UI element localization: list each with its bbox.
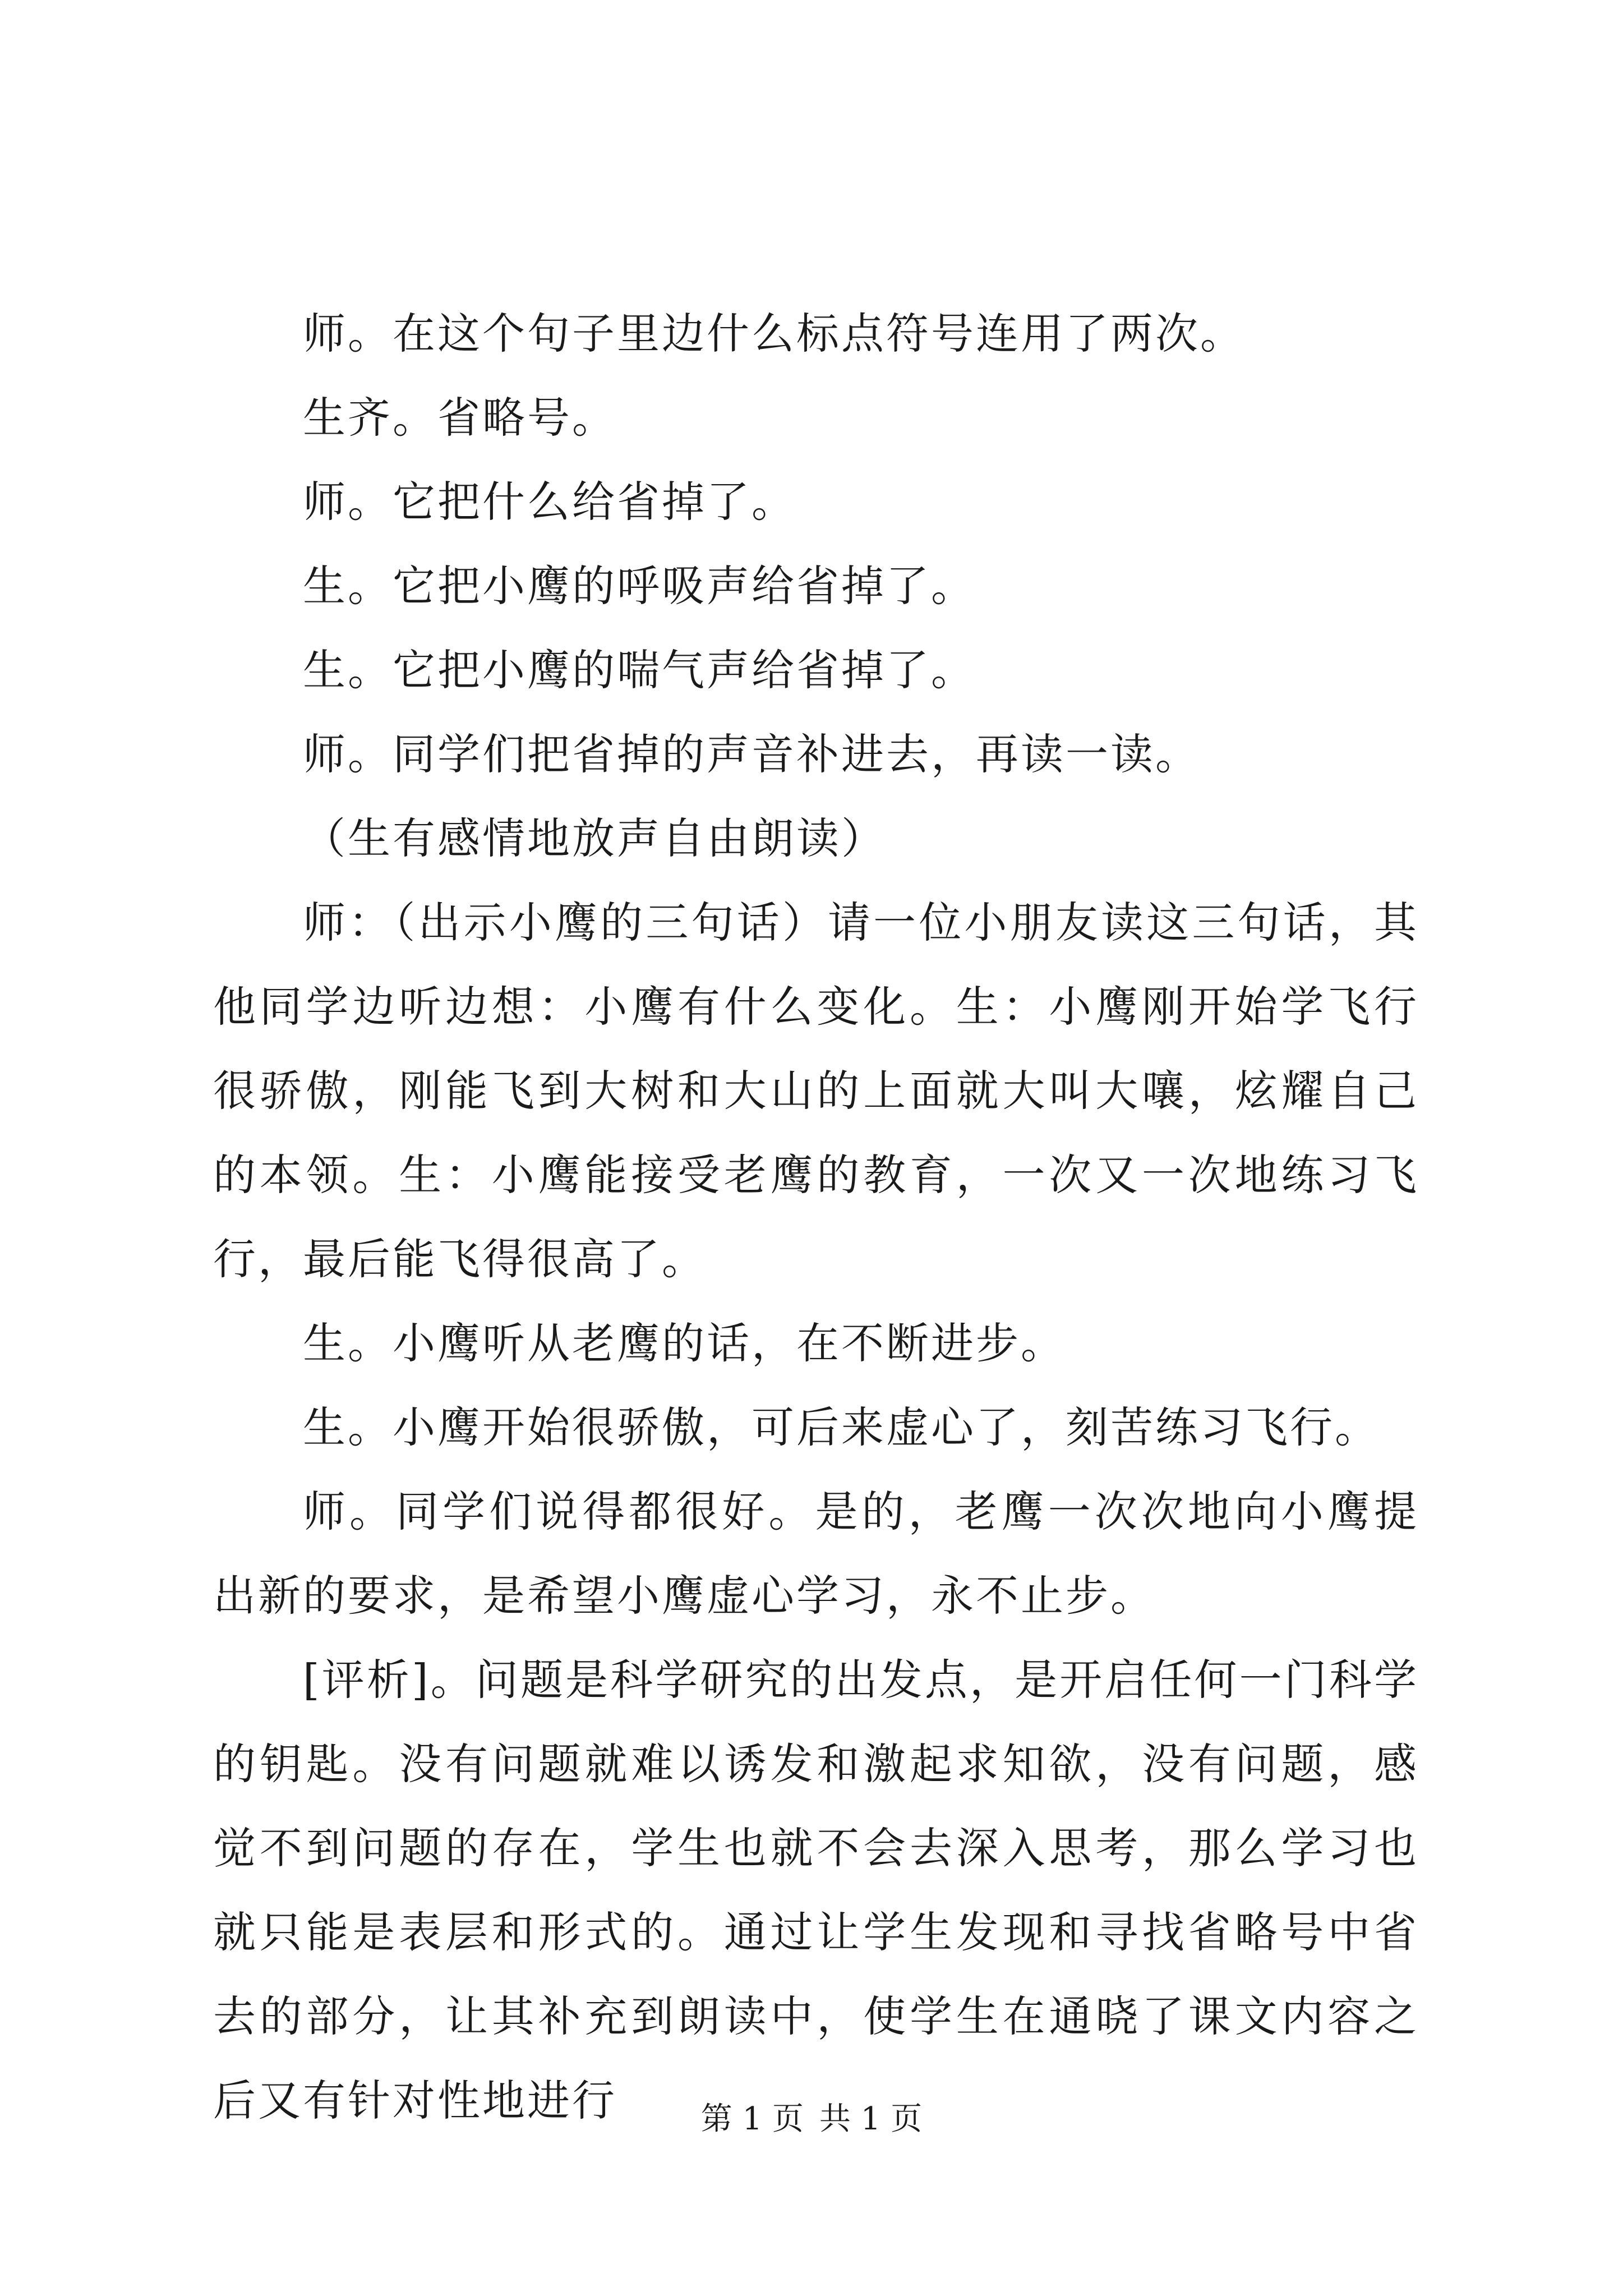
page-number: 第 1 页 xyxy=(700,2101,804,2137)
paragraph: 生。小鹰听从老鹰的话，在不断进步。 xyxy=(303,1318,1066,1368)
paragraph: 生齐。省略号。 xyxy=(303,393,617,443)
page-footer xyxy=(0,2097,1623,2142)
paragraph: 生。它把小鹰的喘气声给省掉了。 xyxy=(303,645,976,695)
paragraph: （生有感情地放声自由朗读） xyxy=(303,813,886,863)
paragraph: 师。在这个句子里边什么标点符号连用了两次。 xyxy=(303,309,1245,358)
paragraph: 师。同学们把省掉的声音补进去，再读一读。 xyxy=(303,729,1200,779)
page-total: 共 1 页 xyxy=(819,2101,923,2137)
paragraph: 师。它把什么给省掉了。 xyxy=(303,477,796,527)
paragraph: 师：（出示小鹰的三句话）请一位小朋友读这三句话，其他同学边听边想：小鹰有什么变化。生：小鹰刚开始学飞行很骄傲，刚能飞到大树和大山的上面就大叫大嚷，炫耀自己的本领。生：小鹰能接受老鹰的教育，一次又一次地练习飞行，最后能飞得很高了。 xyxy=(213,898,1419,1284)
paragraph: 生。小鹰开始很骄傲，可后来虚心了，刻苦练习飞行。 xyxy=(303,1402,1380,1452)
paragraph: [评析]。问题是科学研究的出发点，是开启任何一门科学的钥匙。没有问题就难以诱发和激起求知欲，没有问题，感觉不到问题的存在，学生也就不会去深入思考，那么学习也就只能是表层和形式的。通过让学生发现和寻找省略号中省去的部分，让其补充到朗读中，使学生在通晓了课文内容之后又有针对性地进行 xyxy=(213,1655,1419,2125)
document-body xyxy=(213,292,1419,2143)
paragraph: 生。它把小鹰的呼吸声给省掉了。 xyxy=(303,561,976,611)
paragraph: 师。同学们说得都很好。是的，老鹰一次次地向小鹰提出新的要求，是希望小鹰虚心学习，永不止步。 xyxy=(213,1487,1419,1621)
